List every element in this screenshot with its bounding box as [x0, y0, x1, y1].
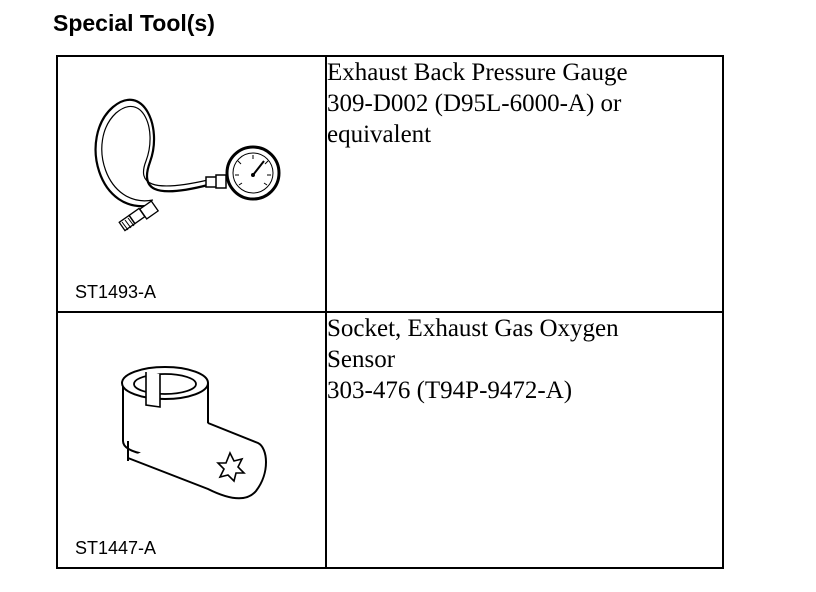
tool-description-line: equivalent — [327, 121, 432, 148]
special-tools-table — [56, 55, 724, 569]
oxygen-sensor-socket-icon — [58, 313, 325, 567]
table-row — [57, 312, 723, 568]
tool-code: ST1493-A — [75, 282, 157, 302]
pressure-gauge-icon — [58, 57, 325, 311]
tool-description-cell — [326, 56, 723, 312]
page-title: Special Tool(s) — [53, 10, 215, 36]
tool-description-line: Exhaust Back Pressure Gauge — [327, 59, 628, 86]
tool-image-cell — [57, 56, 326, 312]
tool-description-line: 303-476 (T94P-9472-A) — [327, 377, 573, 404]
tool-code: ST1447-A — [75, 538, 157, 558]
tool-description-cell — [326, 312, 723, 568]
tool-image-cell — [57, 312, 326, 568]
tool-description-line: Socket, Exhaust Gas Oxygen — [327, 315, 619, 342]
tool-description-line: 309-D002 (D95L-6000-A) or — [327, 90, 622, 117]
tool-description-line: Sensor — [327, 346, 396, 373]
table-row — [57, 56, 723, 312]
